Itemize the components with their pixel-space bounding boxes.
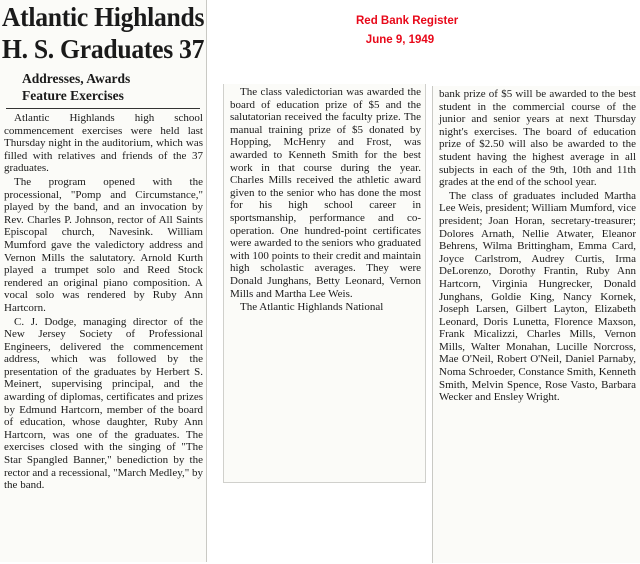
article-clipping-column-1: [0, 0, 207, 562]
source-caption: [356, 12, 459, 50]
paragraph: C. J. Dodge, managing director of the New Jersey Society of Professional Engineers, delivered the commencement address, which was followed by the presentation of the graduates by Herbert S. Meinert, supervising principal, and the awarding of diplomas, certificates and prizes by Edmund Hartcorn, member of the board of education, whose daughter, Ruby Ann Hartcorn, was one of the graduates. The exercises closed with the singing of "The Star Spangled Banner," benediction by the rector and a recessional, "March Medley," by the band.: [4, 315, 203, 492]
paragraph: The class of graduates included Martha Lee Weis, president; William Mumford, vice president; Joan Horan, secretary-treasurer; Dolores Arnath, Nellie Atwater, Eleanor Behrens, Wilma Brittingham, Emma Card, Joyce Carlstrom, Audrey Curtis, Irma DeLorenzo, Dorothy Frantin, Ruby Ann Hartcorn, Virginia Hungrecker, Donald Junghans, Goldie King, Nancy Kornek, Joseph Larsen, Gilbert Layton, Elizabeth Leonard, Doris Lunetta, Florence Maxson, Frank Micalizzi, Charles Mills, Vernon Mills, Walter Monahan, Lucille Norcross, Mae O'Neil, Robert O'Neil, Daniel Parnaby, Noma Schroeder, Constance Smith, Kenneth Smith, Melvin Spence, Rose Vasto, Barbara Wecker and Ensley Wright.: [439, 189, 636, 404]
headline-divider: [6, 108, 200, 109]
column-2-text: [224, 84, 425, 314]
publication-date: June 9, 1949: [365, 34, 435, 46]
column-1-text: [0, 112, 206, 492]
headline-line-1: Atlantic Highlands: [1, 2, 205, 32]
headline-line-2: H. S. Graduates 37: [1, 34, 205, 64]
article-clipping-column-2: [223, 84, 426, 483]
paragraph: Atlantic Highlands high school commencement exercises were held last Thursday night in the auditorium, which was filled with relatives and friends of the 37 graduates.: [4, 112, 203, 175]
column-3-text: [433, 86, 640, 404]
paragraph: The program opened with the processional, "Pomp and Circumstance," played by the band, and an invocation by Rev. Charles P. Johnson, rector of All Saints Episcopal church, Navesink. William Mumford gave the valedictory address and Vernon Mills the salutatory. Arnold Kurth played a trumpet solo and Reed Stock rendered an original piano composition. A vocal solo was rendered by Ruby Ann Hartcorn.: [4, 175, 203, 314]
subhead-line-2: Feature Exercises: [22, 88, 124, 103]
paragraph: The class valedictorian was awarded the board of education prize of $5 and the salutatorian received the faculty prize. The manual training prize of $5 donated by Hopping, McHenry and Frost, was awarded to Kenneth Smith for the best work in that course during the year. Charles Mills received the athletic award given to the senior who has done the most for his high school career in sportsmanship, performance and co-operation. One hundred-point certificates were awarded to the seniors who graduated with 100 points to their credit and maintain high scholastic averages. They were Donald Junghans, Betty Leonard, Vernon Mills and Martha Lee Weis.: [230, 86, 421, 300]
article-clipping-column-3: [432, 86, 640, 563]
newspaper-name: Red Bank Register: [356, 15, 459, 27]
paragraph: The Atlantic Highlands National: [240, 301, 384, 314]
subhead-line-1: Addresses, Awards: [22, 71, 131, 86]
paragraph: bank prize of $5 will be awarded to the best student in the commercial course of the junior and senior years at next Thursday night's exercises. The board of education prize of $2.50 will also be awarded to the student having the highest average in all subjects in each of the 9th, 10th and 11th grades at the end of the school year.: [439, 88, 636, 189]
